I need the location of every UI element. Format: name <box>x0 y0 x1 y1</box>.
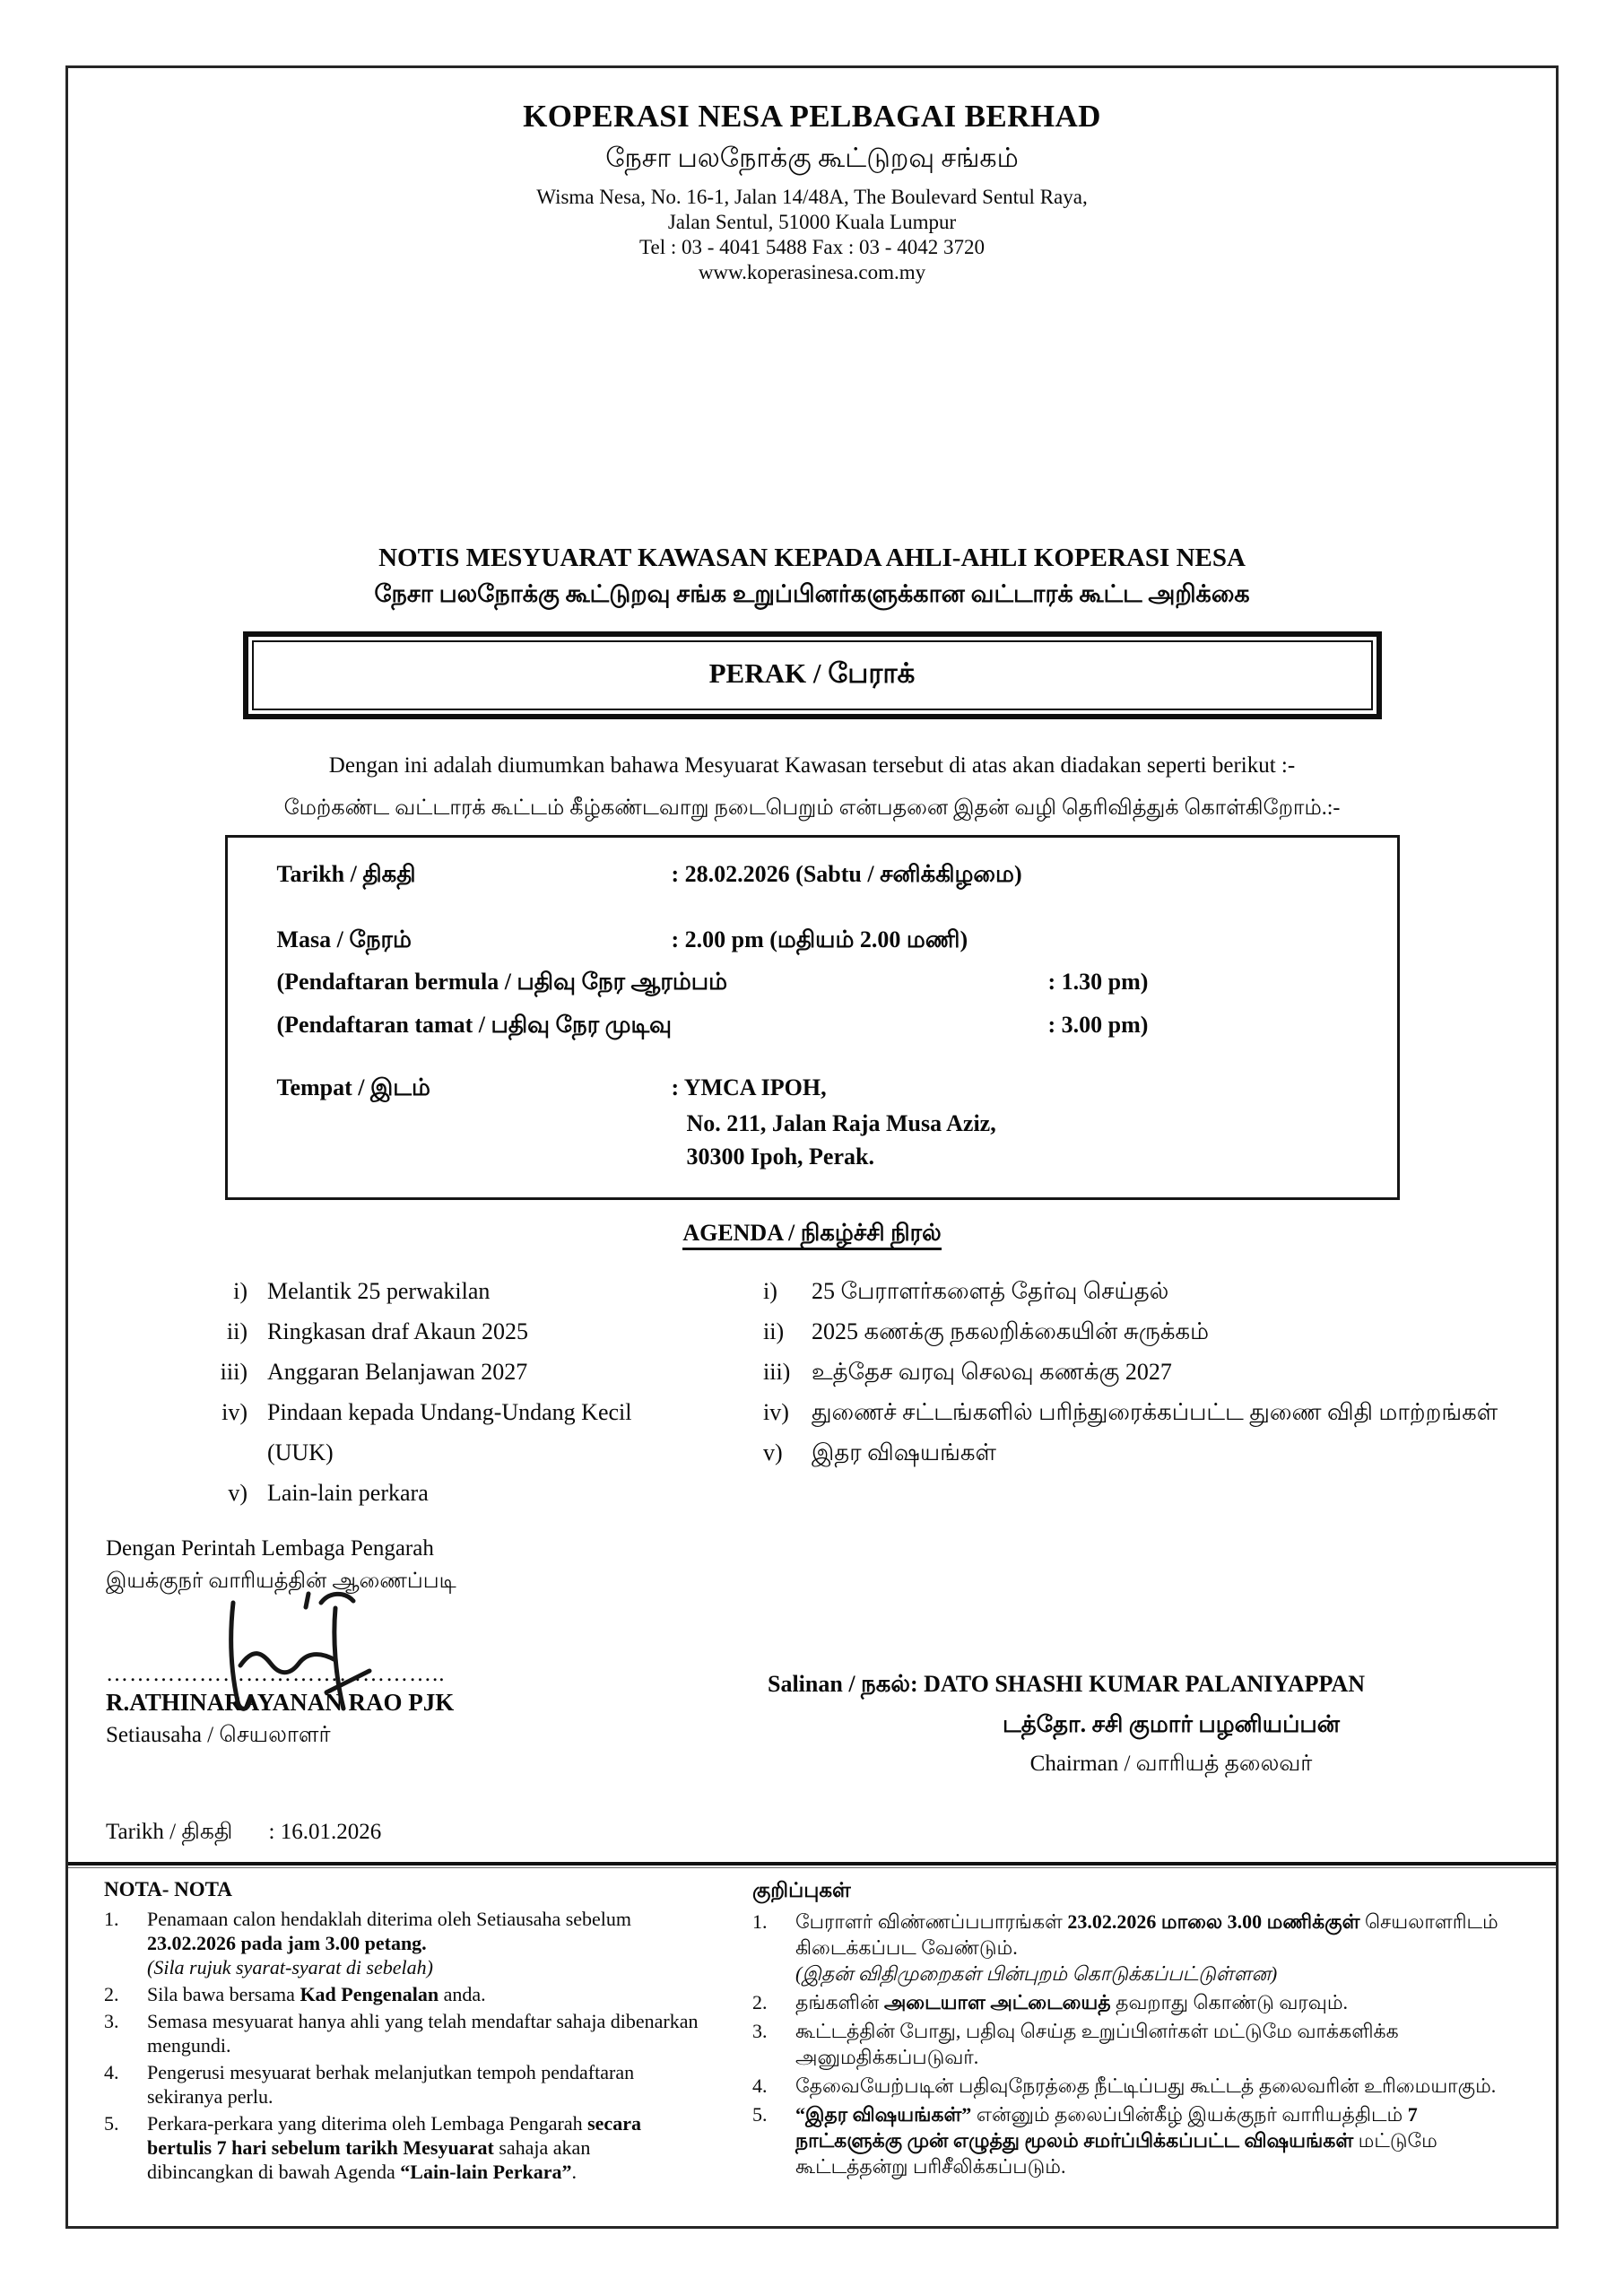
address-block <box>68 185 1556 285</box>
issue-date-label: Tarikh / திகதி <box>106 1820 233 1844</box>
agenda-item-text: உத்தேச வரவு செலவு கணக்கு 2027 <box>812 1359 1172 1385</box>
meeting-date-row <box>277 861 1381 891</box>
meeting-date-value: : 28.02.2026 (Sabtu / சனிக்கிழமை) <box>671 861 1022 887</box>
agenda-columns <box>183 1271 1556 1513</box>
note-text: Penamaan calon hendaklah diterima oleh Setiausaha sebelum 23.02.2026 pada jam 3.00 petang. (Sila rujuk syarat-syarat di sebelah) <box>147 1908 632 1979</box>
note-number: 5. <box>752 2103 768 2126</box>
signoff-section <box>68 1536 1556 1776</box>
registration-start-label: (Pendaftaran bermula / பதிவு நேர ஆரம்பம் <box>276 969 728 995</box>
agenda-item-text: Anggaran Belanjawan 2027 <box>267 1359 528 1385</box>
agenda-item-text: Pindaan kepada Undang-Undang Kecil (UUK) <box>267 1399 632 1465</box>
note-text: Perkara-perkara yang diterima oleh Lembaga Pengarah secara bertulis 7 hari sebelum tarikh Mesyuarat sahaja akan dibincangkan di bawah Agenda “Lain-lain Perkara”. <box>147 2112 641 2183</box>
by-order-line-tamil: இயக்குநர் வாரியத்தின் ஆணைப்படி <box>106 1570 456 1593</box>
notes-heading-tamil: குறிப்புகள் <box>752 1879 851 1901</box>
agenda-item <box>183 1473 699 1513</box>
note-item <box>104 2060 700 2109</box>
signature-image <box>203 1583 427 1718</box>
meeting-time-row <box>277 926 1381 956</box>
note-text: “இதர விஷயங்கள்” என்னும் தலைப்பின்கீழ் இயக்குநர் வாரியத்திடம் 7 நாட்களுக்கு முன் எழுத்து மூலம் சமர்ப்பிக்கப்பட்ட விஷயங்கள் மட்டுமே கூட்டத்தன்று பரிசீலிக்கப்படும். <box>795 2103 1437 2178</box>
agenda-list-tamil <box>763 1271 1507 1513</box>
agenda-item <box>183 1271 699 1311</box>
venue-address-line-2: 30300 Ipoh, Perak. <box>686 1144 874 1170</box>
chairman-title: Chairman / வாரியத் தலைவர் <box>1029 1752 1313 1776</box>
note-text: தேவையேற்படின் பதிவுநேரத்தை நீட்டிப்பது கூட்டத் தலைவரின் உரிமையாகும். <box>795 2074 1497 2097</box>
venue-row <box>277 1074 1381 1104</box>
notice-title-block <box>68 544 1556 612</box>
agenda-item-text: 25 பேராளர்களைத் தேர்வு செய்தல் <box>812 1278 1169 1304</box>
note-number: 5. <box>104 2112 119 2135</box>
agenda-item-text: 2025 கணக்கு நகலறிக்கையின் சுருக்கம் <box>812 1318 1210 1344</box>
agenda-heading-text: AGENDA / நிகழ்ச்சி நிரல் <box>682 1220 941 1250</box>
agenda-item-text: இதர விஷயங்கள் <box>812 1439 996 1465</box>
agenda-item-number: i) <box>233 1278 248 1304</box>
copy-to-label: Salinan / நகல்: <box>768 1671 918 1697</box>
agenda-item-text: Melantik 25 perwakilan <box>267 1278 491 1304</box>
note-text: Sila bawa bersama Kad Pengenalan anda. <box>147 1983 486 2005</box>
agenda-item-text: Lain-lain perkara <box>267 1480 429 1506</box>
agenda-item-number: v) <box>228 1480 248 1506</box>
agenda-item-number: ii) <box>763 1318 785 1344</box>
meeting-time-value: : 2.00 pm (மதியம் 2.00 மணி) <box>671 926 968 952</box>
agenda-item <box>763 1392 1507 1432</box>
registration-end-time: : 3.00 pm) <box>1047 1012 1149 1038</box>
registration-end-label: (Pendaftaran tamat / பதிவு நேர முடிவு <box>276 1012 673 1038</box>
secretary-title: Setiausaha / செயலாளர் <box>106 1723 331 1747</box>
note-text: பேராளர் விண்ணப்பபாரங்கள் 23.02.2026 மாலை 3.00 மணிக்குள் செயலாளரிடம் கிடைக்கப்பட வேண்டும். (இதன் விதிமுறைகள் பின்புறம் கொடுக்கப்பட்டுள்ளன) <box>795 1910 1498 1985</box>
note-item <box>104 2111 700 2184</box>
website-line: www.koperasinesa.com.my <box>698 261 926 283</box>
venue-label: Tempat / இடம் <box>276 1074 430 1100</box>
copy-to-line <box>768 1671 1559 1700</box>
note-item <box>752 2073 1524 2099</box>
notes-divider-rule <box>68 1862 1556 1868</box>
note-text: Pengerusi mesyuarat berhak melanjutkan tempoh pendaftaran sekiranya perlu. <box>147 2061 635 2108</box>
note-number: 4. <box>104 2061 119 2083</box>
note-item <box>104 2009 700 2057</box>
notes-heading-malay: NOTA- NOTA <box>104 1878 232 1900</box>
agenda-item-number: iii) <box>763 1359 791 1385</box>
notice-title-malay: NOTIS MESYUARAT KAWASAN KEPADA AHLI-AHLI KOPERASI NESA <box>378 544 1246 572</box>
agenda-item-number: ii) <box>226 1318 248 1344</box>
meeting-date-label: Tarikh / திகதி <box>276 861 416 887</box>
note-text: தங்களின் அடையாள அட்டையைத் தவறாது கொண்டு வரவும். <box>795 1991 1349 2013</box>
agenda-item-number: iv) <box>221 1399 248 1425</box>
agenda-item <box>183 1392 699 1473</box>
notes-section <box>104 1877 1524 2184</box>
agenda-item <box>763 1432 1507 1473</box>
address-line-2: Jalan Sentul, 51000 Kuala Lumpur <box>667 211 957 233</box>
agenda-heading <box>68 1220 1556 1249</box>
note-number: 1. <box>752 1910 768 1933</box>
organization-name: KOPERASI NESA PELBAGAI BERHAD <box>523 99 1101 134</box>
agenda-item-text: துணைச் சட்டங்களில் பரிந்துரைக்கப்பட்ட துணை விதி மாற்றங்கள் <box>812 1399 1498 1425</box>
note-number: 2. <box>104 1983 119 2005</box>
by-order-line-malay: Dengan Perintah Lembaga Pengarah <box>106 1536 434 1561</box>
chairman-name: DATO SHASHI KUMAR PALANIYAPPAN <box>924 1671 1365 1697</box>
chairman-name-tamil: டத்தோ. சசி குமார் பழனியப்பன் <box>1003 1711 1340 1737</box>
notes-column-malay <box>104 1877 700 2184</box>
agenda-item-number: i) <box>763 1278 777 1304</box>
agenda-item-number: iv) <box>763 1399 789 1425</box>
agenda-item <box>763 1311 1507 1352</box>
agenda-item-number: v) <box>763 1439 783 1465</box>
intro-paragraph-malay: Dengan ini adalah diumumkan bahawa Mesyuarat Kawasan tersebut di atas akan diadakan seperti berikut :- <box>328 753 1296 778</box>
note-item <box>752 2018 1524 2070</box>
notes-column-tamil <box>752 1877 1524 2184</box>
note-item <box>752 1909 1524 1987</box>
registration-start-time: : 1.30 pm) <box>1047 969 1149 995</box>
note-number: 1. <box>104 1908 119 1930</box>
region-name: PERAK / பேராக் <box>252 640 1373 710</box>
signature-dotted-line: …………………………………….. <box>106 1662 446 1686</box>
registration-end-row <box>277 1008 1381 1042</box>
agenda-item <box>763 1352 1507 1392</box>
note-item <box>752 1989 1524 2015</box>
agenda-item-number: iii) <box>220 1359 248 1385</box>
region-box <box>243 631 1382 719</box>
note-item <box>752 2101 1524 2179</box>
agenda-item <box>183 1311 699 1352</box>
page-border-frame <box>65 65 1559 2229</box>
agenda-item <box>763 1271 1507 1311</box>
address-line-1: Wisma Nesa, No. 16-1, Jalan 14/48A, The Boulevard Sentul Raya, <box>536 186 1088 208</box>
note-number: 4. <box>752 2074 768 2097</box>
note-number: 3. <box>104 2010 119 2032</box>
venue-address-line-1: No. 211, Jalan Raja Musa Aziz, <box>686 1110 996 1136</box>
agenda-item-text: Ringkasan draf Akaun 2025 <box>267 1318 529 1344</box>
registration-start-row <box>277 965 1381 999</box>
meeting-time-label: Masa / நேரம் <box>276 926 412 952</box>
meeting-details-box <box>225 835 1400 1200</box>
agenda-item <box>183 1352 699 1392</box>
note-item <box>104 1907 700 1979</box>
letterhead <box>68 68 1556 285</box>
organization-name-tamil: நேசா பலநோக்கு கூட்டுறவு சங்கம் <box>605 144 1019 173</box>
issue-date-value: : 16.01.2026 <box>268 1820 382 1844</box>
intro-paragraph-tamil: மேற்கண்ட வட்டாரக் கூட்டம் கீழ்கண்டவாறு நடைபெறும் என்பதனை இதன் வழி தெரிவித்துக் கொள்கிறோம்.:- <box>283 796 1341 820</box>
tel-fax-line: Tel : 03 - 4041 5488 Fax : 03 - 4042 3720 <box>639 236 985 258</box>
note-text: Semasa mesyuarat hanya ahli yang telah mendaftar sahaja dibenarkan mengundi. <box>147 2010 699 2057</box>
note-number: 3. <box>752 2020 768 2042</box>
note-number: 2. <box>752 1991 768 2013</box>
note-item <box>104 1982 700 2006</box>
venue-name: : YMCA IPOH, <box>671 1074 827 1100</box>
note-text: கூட்டத்தின் போது, பதிவு செய்த உறுப்பினர்கள் மட்டுமே வாக்களிக்க அனுமதிக்கப்படுவர். <box>795 2020 1399 2068</box>
notice-title-tamil: நேசா பலநோக்கு கூட்டுறவு சங்க உறுப்பினர்களுக்கான வட்டாரக் கூட்ட அறிக்கை <box>374 580 1250 607</box>
agenda-list-malay <box>183 1271 699 1513</box>
copy-to-block <box>768 1671 1559 1779</box>
issue-date-line <box>106 1820 1556 1848</box>
secretary-name: R.ATHINARAYANAN RAO PJK <box>106 1689 455 1716</box>
